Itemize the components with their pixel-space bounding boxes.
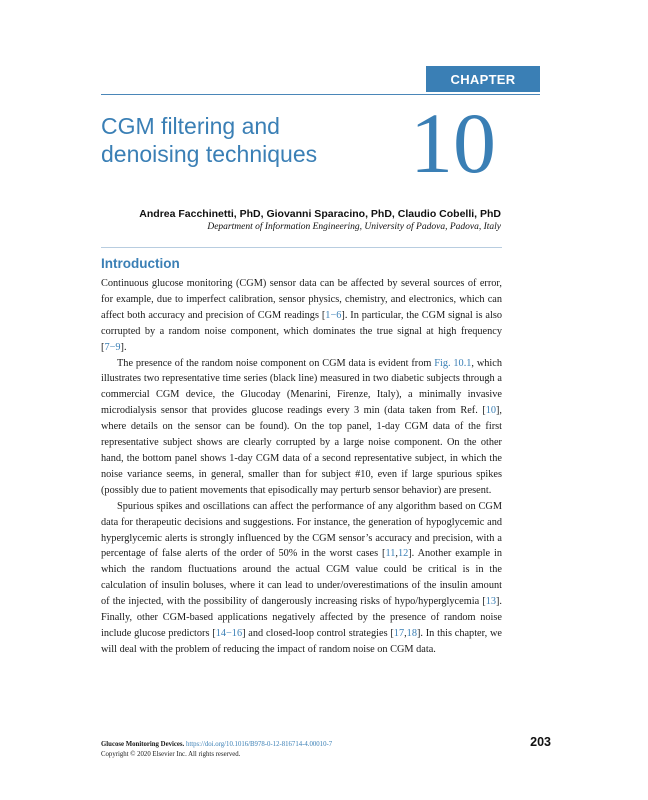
paragraph-text: ]. Finally, other CGM-based applications negatively affected by the presence of random noise include glucose predictors [ [101,596,502,639]
chapter-number: 10 [410,95,496,191]
chapter-title-line1: CGM filtering and [101,113,280,139]
citation-link[interactable]: 7−9 [104,341,121,353]
book-title: Glucose Monitoring Devices. [101,741,185,748]
citation-link[interactable]: 14−16 [215,627,243,639]
doi-link[interactable]: https://doi.org/10.1016/B978-0-12-816714-4.00010-7 [185,741,333,748]
page-footer [101,740,332,760]
author-list: Andrea Facchinetti, PhD, Giovanni Sparacino, PhD, Claudio Cobelli, PhD [139,208,501,220]
section-heading: Introduction [101,256,180,271]
citation-link[interactable]: 11 [385,548,396,560]
paragraph-text: , which illustrates two representative time series (black line) measured in two diabetic subjects through a commercial CGM device, the Glucoday (Menarini, Firenze, Italy), a minimally invasive microdialysis sensor that provides glucose readings every 3 min (data taken from Ref. [ [101,357,503,417]
chapter-label-bar: CHAPTER [426,66,540,92]
page-number: 203 [530,735,551,749]
citation-link[interactable]: 17 [393,627,405,639]
paragraph-text: The presence of the random noise component on CGM data is evident from [117,357,435,369]
section-divider [101,247,502,248]
footer-citation-line [101,740,332,750]
citation-link[interactable]: 1−6 [325,309,342,321]
paragraph-text: Continuous glucose monitoring (CGM) sensor data can be affected by several sources of error, for example, due to imperfect calibration, sensor physics, chemistry, and electronics, which can affect both accuracy and precision of CGM readings [ [101,278,502,321]
paragraph-3 [101,499,502,658]
citation-link[interactable]: 12 [397,548,409,560]
paragraph-text: ]. [120,341,127,353]
figure-link[interactable]: Fig. 10.1 [434,357,472,369]
paragraph-text: , [395,548,398,560]
paragraph-text: ]. In this chapter, we will deal with the problem of reducing the impact of random noise on CGM data. [101,627,502,655]
citation-link[interactable]: 13 [485,596,496,608]
paragraph-text: ] and closed-loop control strategies [ [242,627,394,639]
chapter-title-line2: denoising techniques [101,141,318,167]
citation-link[interactable]: 10 [485,405,496,417]
body-text [101,276,502,658]
paragraph-text: , [404,627,407,639]
author-affiliation: Department of Information Engineering, University of Padova, Padova, Italy [207,222,501,232]
paragraph-text: ], where details on the sensor can be found). On the top panel, 1-day CGM data of the first representative subject shows are clearly corrupted by a large noise component. On the other hand, the bottom panel shows 1-day CGM data of a second representative subject, in which the noise variance seems, in general, smaller than for subject #10, even if large spurious spikes (possibly due to patient movements that episodically may perturb sensor behavior) are present. [101,405,502,496]
paragraph-1 [101,276,502,356]
paragraph-text: Spurious spikes and oscillations can affect the performance of any algorithm based on CGM data for therapeutic decisions and suggestions. For instance, the generation of hypoglycemic and hyperglycemic alerts is strongly influenced by the CGM sensor’s accuracy and precision, with a percentage of false alerts of the order of 50% in the worst cases [ [101,500,502,560]
paragraph-text: ]. Another example in which the random fluctuations around the actual CGM value could be critical is in the calculation of insulin boluses, where it can lead to under/overestimations of the insulin amount of the injected, with the possibility of dangerously increasing risks of hypo/hyperglycemia [ [101,548,502,608]
citation-link[interactable]: 18 [406,627,417,639]
chapter-title [101,112,401,168]
copyright-notice: Copyright © 2020 Elsevier Inc. All rights reserved. [101,751,241,758]
paragraph-text: ]. In particular, the CGM signal is also corrupted by a random noise component, which dominates the true signal at high frequency [ [101,309,502,353]
paragraph-2 [101,356,502,499]
